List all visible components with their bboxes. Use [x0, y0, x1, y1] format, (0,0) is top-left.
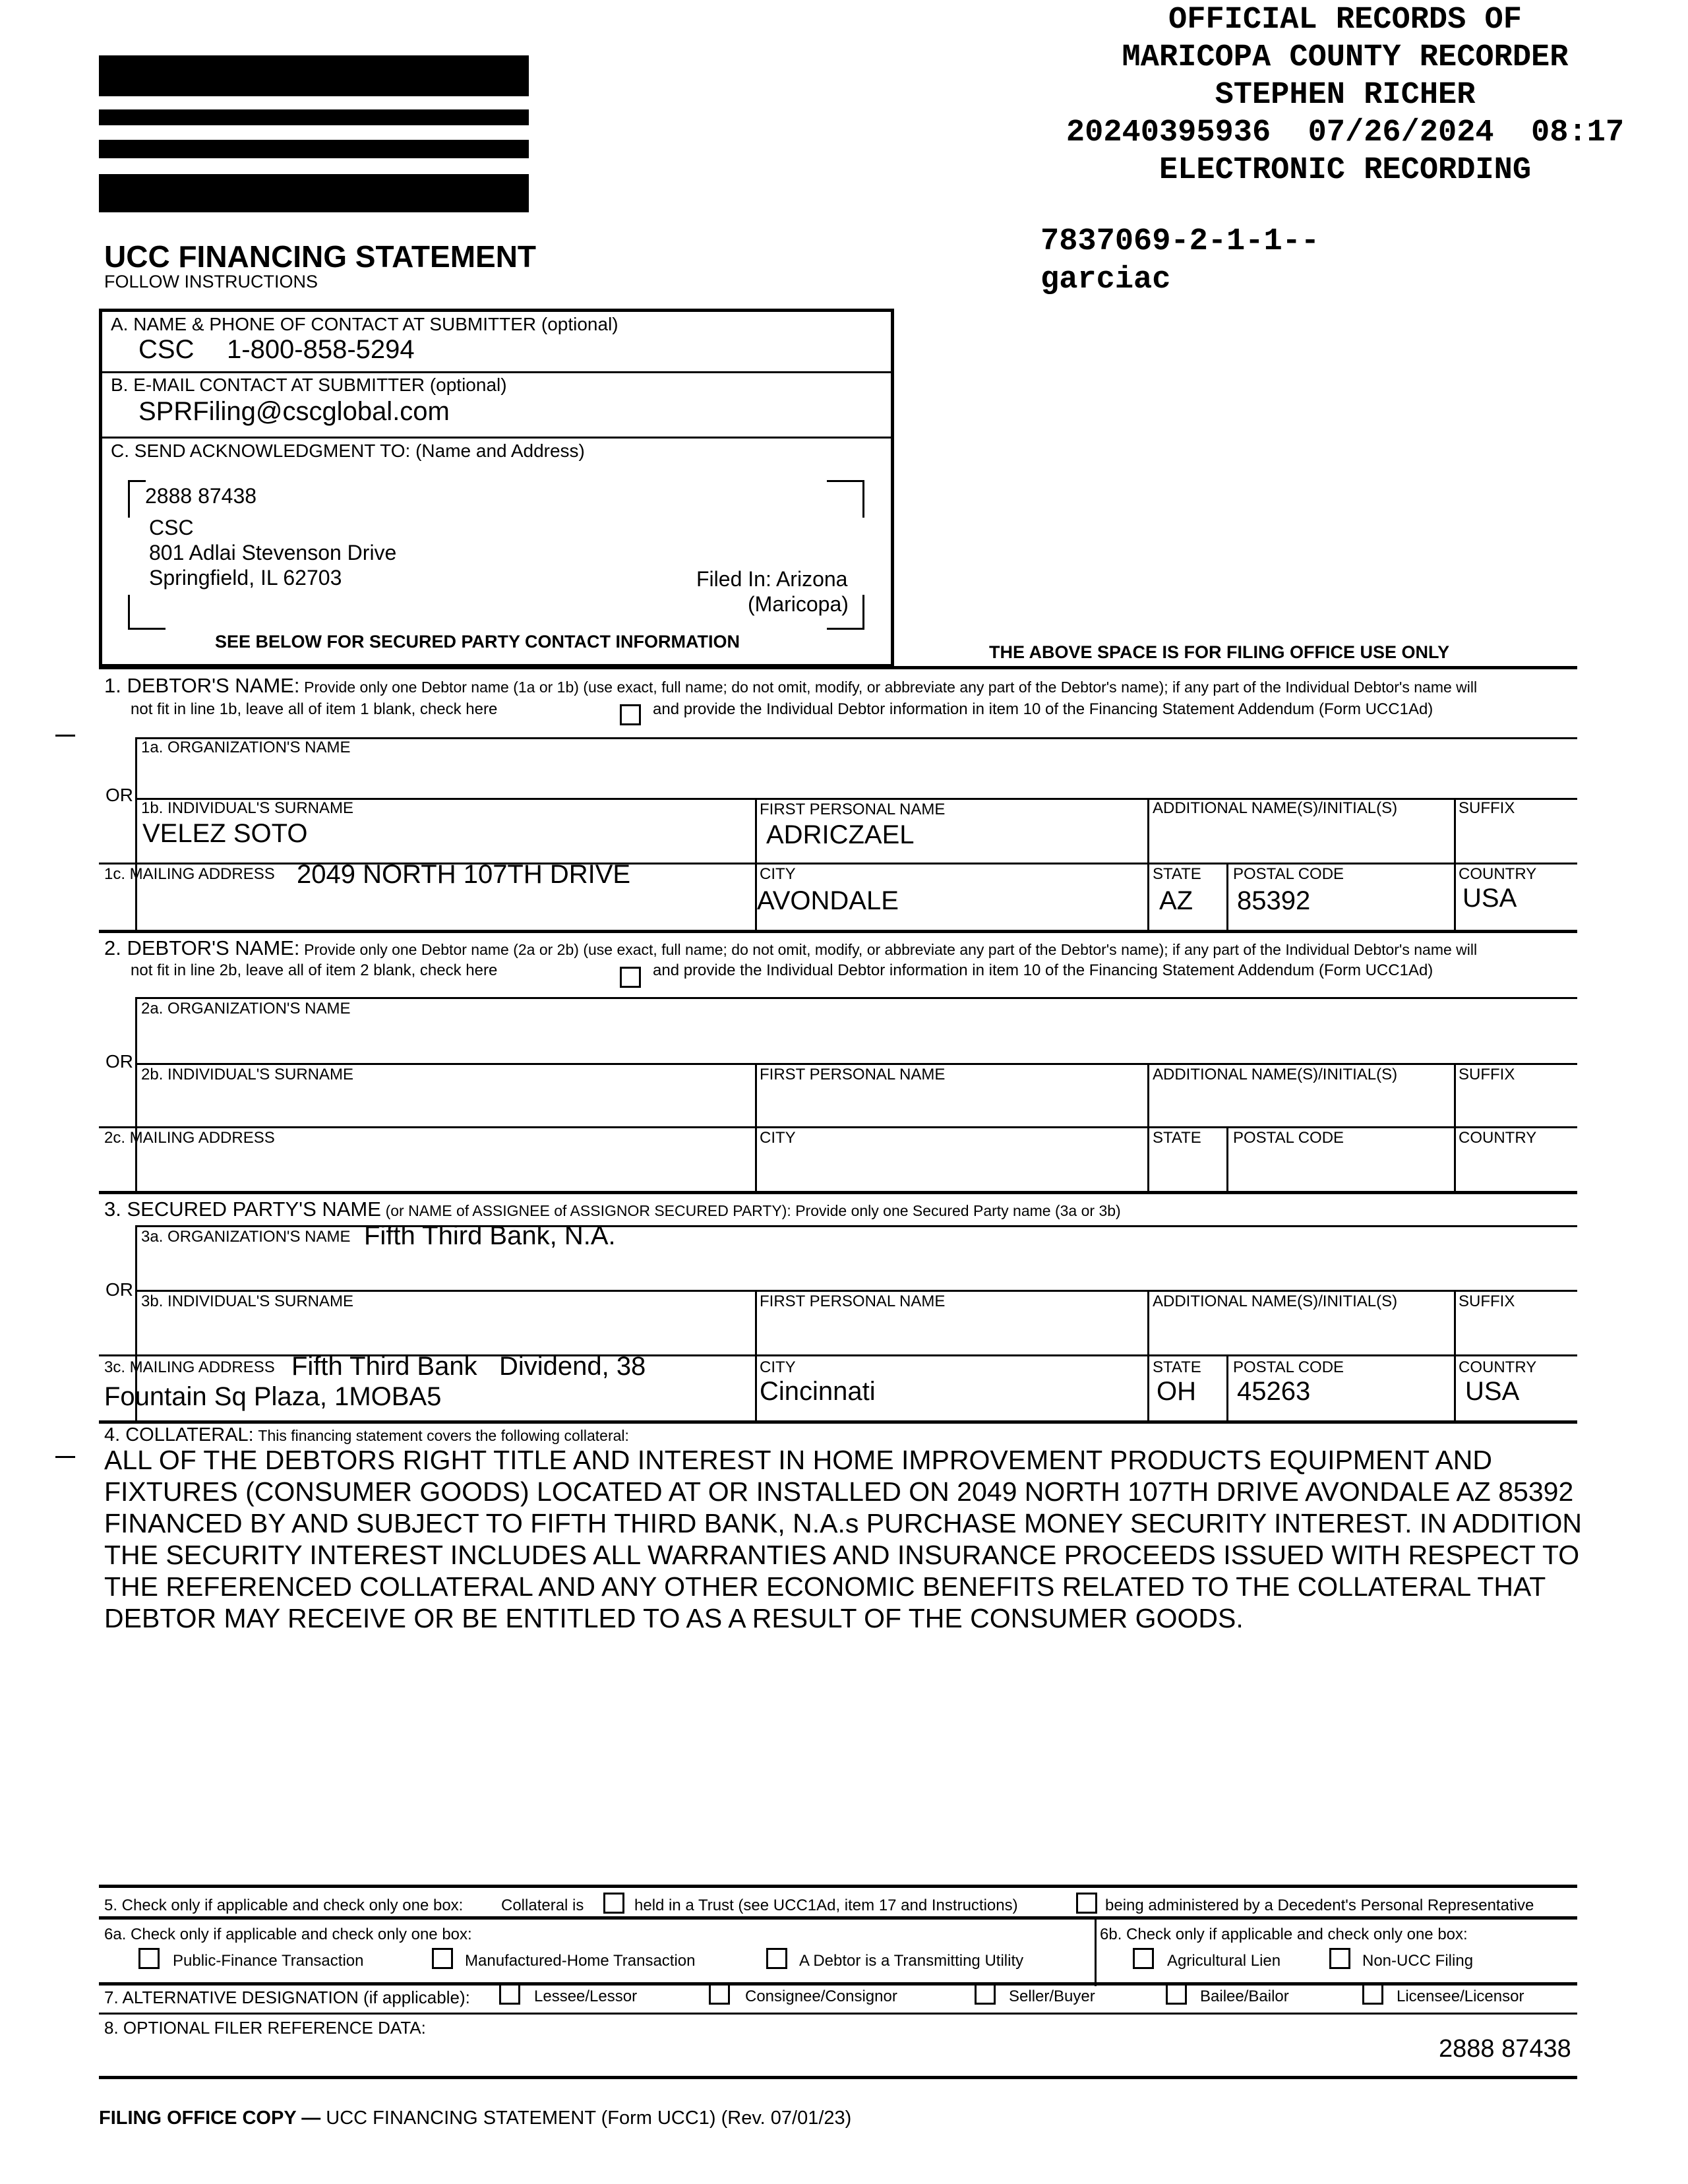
- debtor2-state-label: STATE: [1153, 1129, 1201, 1147]
- debtor1-city: AVONDALE: [757, 886, 899, 915]
- secured-country-label: COUNTRY: [1459, 1358, 1537, 1376]
- debtor2-checkbox[interactable]: [620, 967, 641, 988]
- row-rule: [135, 1225, 1577, 1227]
- secured-heading: [104, 1198, 1121, 1221]
- secured-country: USA: [1465, 1377, 1520, 1406]
- secured-state-label: STATE: [1153, 1358, 1201, 1376]
- item6a-public-finance-label: Public-Finance Transaction: [173, 1952, 364, 1970]
- debtor2-instr2b: and provide the Individual Debtor information in item 10 of the Financing Statement Addendum (Form UCC1Ad): [653, 961, 1433, 979]
- debtor2-postal-label: POSTAL CODE: [1233, 1129, 1344, 1147]
- item6b-non-ucc-label: Non-UCC Filing: [1362, 1952, 1474, 1970]
- row-rule: [1226, 863, 1228, 932]
- submitter-a-label: A. NAME & PHONE OF CONTACT AT SUBMITTER (optional): [111, 314, 618, 334]
- header-bar-1: [99, 55, 529, 96]
- debtor2-city-label: CITY: [760, 1129, 796, 1147]
- submitter-email: SPRFiling@cscglobal.com: [138, 397, 450, 426]
- secured-city: Cincinnati: [760, 1377, 876, 1406]
- debtor1-addr-label: 1c. MAILING ADDRESS: [104, 865, 275, 883]
- collateral-heading: [104, 1424, 629, 1446]
- section-rule: [99, 1916, 1577, 1920]
- item6a-manufactured-home-checkbox[interactable]: [432, 1948, 453, 1969]
- divider: [101, 437, 892, 439]
- debtor2-first-label: FIRST PERSONAL NAME: [760, 1066, 946, 1083]
- debtor1-surname: VELEZ SOTO: [142, 819, 308, 848]
- recorder-line-5: ELECTRONIC RECORDING: [1159, 153, 1532, 188]
- recorder-line-1: OFFICIAL RECORDS OF: [1168, 3, 1522, 38]
- section-rule: [99, 2013, 1577, 2015]
- debtor2-surname-label: 2b. INDIVIDUAL'S SURNAME: [141, 1066, 353, 1083]
- item7-label: 7. ALTERNATIVE DESIGNATION (if applicable):: [104, 1987, 470, 2007]
- item7-seller-label: Seller/Buyer: [1009, 1987, 1095, 2005]
- collateral-text: ALL OF THE DEBTORS RIGHT TITLE AND INTEREST IN HOME IMPROVEMENT PRODUCTS EQUIPMENT AND FIXTURES (CONSUMER GOODS) LOCATED AT OR INSTALLED ON 2049 NORTH 107TH DRIVE AVONDALE AZ 85392 FINANCED BY AND SUBJECT TO FIFTH THIRD BANK, N.A.s PURCHASE MONEY SECURITY INTEREST. IN ADDITION THE SECURITY INTEREST INCLUDES ALL WARRANTIES AND INSURANCE PROCEEDS ISSUED WITH RESPECT TO THE REFERENCED COLLATERAL AND ANY OTHER ECONOMIC BENEFITS RELATED TO THE COLLATERAL THAT DEBTOR MAY RECEIVE OR BE ENTITLED TO AS A RESULT OF THE CONSUMER GOODS.: [104, 1445, 1582, 1633]
- section-rule: [99, 1885, 1577, 1888]
- row-rule: [135, 997, 1577, 999]
- secured-suffix-label: SUFFIX: [1459, 1292, 1515, 1310]
- ack-line-4: Springfield, IL 62703: [149, 566, 342, 590]
- debtor1-checkbox[interactable]: [620, 704, 641, 725]
- debtor1-instr2b: and provide the Individual Debtor information in item 10 of the Financing Statement Addendum (Form UCC1Ad): [653, 700, 1433, 718]
- secured-add-label: ADDITIONAL NAME(S)/INITIAL(S): [1153, 1292, 1398, 1310]
- item7-lessee-checkbox[interactable]: [499, 1984, 520, 2005]
- secured-or: OR: [106, 1279, 133, 1300]
- item5-decedent-label: being administered by a Decedent's Personal Representative: [1105, 1896, 1534, 1914]
- see-below-note: SEE BELOW FOR SECURED PARTY CONTACT INFORMATION: [215, 632, 740, 652]
- item7-seller-checkbox[interactable]: [975, 1984, 996, 2005]
- item6b-label: 6b. Check only if applicable and check only one box:: [1100, 1926, 1468, 1943]
- footer: [99, 2108, 851, 2129]
- section-rule: [99, 2076, 1577, 2079]
- ack-line-3: 801 Adlai Stevenson Drive: [149, 541, 397, 564]
- debtor2-org-label: 2a. ORGANIZATION'S NAME: [141, 1000, 351, 1017]
- item5-decedent-checkbox[interactable]: [1076, 1893, 1097, 1914]
- debtor2-or: OR: [106, 1051, 133, 1072]
- item8-label: 8. OPTIONAL FILER REFERENCE DATA:: [104, 2018, 426, 2038]
- item6a-manufactured-home-label: Manufactured-Home Transaction: [465, 1952, 696, 1970]
- debtor2-country-label: COUNTRY: [1459, 1129, 1537, 1147]
- debtor2-instr1: Provide only one Debtor name (2a or 2b) (use exact, full name; do not omit, modify, or abbreviate any part of the Debtor's name); if any part of the Individual Debtor's name will: [304, 941, 1478, 958]
- submitter-b-label: B. E-MAIL CONTACT AT SUBMITTER (optional): [111, 375, 507, 395]
- form-title: UCC FINANCING STATEMENT: [104, 239, 537, 274]
- row-rule: [135, 737, 1577, 739]
- recorder-line-2: MARICOPA COUNTY RECORDER: [1122, 40, 1569, 75]
- filed-in-2: (Maricopa): [748, 592, 849, 616]
- row-rule: [1454, 798, 1456, 932]
- row-rule: [1095, 1918, 1097, 1986]
- item6b-agricultural-lien-label: Agricultural Lien: [1167, 1952, 1281, 1970]
- item6b-non-ucc-checkbox[interactable]: [1329, 1948, 1350, 1969]
- row-rule: [135, 1290, 1577, 1292]
- debtor1-country-label: COUNTRY: [1459, 865, 1537, 883]
- collateral-heading-note: This financing statement covers the following collateral:: [258, 1427, 629, 1444]
- item6a-label: 6a. Check only if applicable and check only one box:: [104, 1926, 472, 1943]
- office-use-note: THE ABOVE SPACE IS FOR FILING OFFICE USE ONLY: [989, 642, 1450, 662]
- item7-consignee-checkbox[interactable]: [709, 1984, 730, 2005]
- corner-mark: [128, 595, 166, 630]
- collateral-heading-text: 4. COLLATERAL:: [104, 1424, 254, 1445]
- dash-mark: [55, 1456, 75, 1458]
- item7-consignee-label: Consignee/Consignor: [745, 1987, 897, 2005]
- secured-state: OH: [1157, 1377, 1196, 1406]
- debtor1-add-label: ADDITIONAL NAME(S)/INITIAL(S): [1153, 799, 1398, 817]
- debtor1-city-label: CITY: [760, 865, 796, 883]
- debtor1-surname-label: 1b. INDIVIDUAL'S SURNAME: [141, 799, 353, 817]
- submitter-phone: 1-800-858-5294: [227, 335, 415, 364]
- debtor1-instr2a: not fit in line 1b, leave all of item 1 blank, check here: [131, 700, 498, 718]
- secured-org-label: 3a. ORGANIZATION'S NAME: [141, 1228, 351, 1246]
- recorder-line-3: STEPHEN RICHER: [1215, 78, 1476, 113]
- ack-line-1: 2888 87438: [145, 484, 257, 508]
- row-rule: [135, 1063, 1577, 1065]
- row-rule: [99, 1126, 1577, 1128]
- debtor2-heading-text: 2. DEBTOR'S NAME:: [104, 936, 300, 959]
- debtor2-suffix-label: SUFFIX: [1459, 1066, 1515, 1083]
- debtor1-postal-label: POSTAL CODE: [1233, 865, 1344, 883]
- secured-postal-label: POSTAL CODE: [1233, 1358, 1344, 1376]
- item6a-public-finance-checkbox[interactable]: [138, 1948, 160, 1969]
- item6a-transmitting-utility-label: A Debtor is a Transmitting Utility: [799, 1952, 1024, 1970]
- debtor1-heading-text: 1. DEBTOR'S NAME:: [104, 674, 300, 697]
- secured-addr-label: 3c. MAILING ADDRESS: [104, 1358, 275, 1376]
- debtor2-instr2a: not fit in line 2b, leave all of item 2 blank, check here: [131, 961, 498, 979]
- debtor1-heading: [104, 674, 1477, 698]
- item5-label: 5. Check only if applicable and check only one box:: [104, 1896, 464, 1914]
- item6b-agricultural-lien-checkbox[interactable]: [1133, 1948, 1154, 1969]
- debtor1-first: ADRICZAEL: [766, 820, 915, 849]
- secured-city-label: CITY: [760, 1358, 796, 1376]
- row-rule: [135, 737, 137, 932]
- header-bar-2: [99, 109, 529, 125]
- secured-first-label: FIRST PERSONAL NAME: [760, 1292, 946, 1310]
- recorder-ref-2: garciac: [1040, 262, 1171, 297]
- secured-addr-2: Fountain Sq Plaza, 1MOBA5: [104, 1382, 442, 1411]
- item7-lessee-label: Lessee/Lessor: [534, 1987, 638, 2005]
- secured-heading-text: 3. SECURED PARTY'S NAME: [104, 1198, 381, 1221]
- divider: [101, 371, 892, 373]
- corner-mark: [128, 480, 146, 518]
- section-rule: [99, 1420, 1577, 1424]
- debtor2-add-label: ADDITIONAL NAME(S)/INITIAL(S): [1153, 1066, 1398, 1083]
- debtor1-address: 2049 NORTH 107TH DRIVE: [297, 860, 631, 889]
- debtor1-instr1: Provide only one Debtor name (1a or 1b) (use exact, full name; do not omit, modify, or abbreviate any part of the Debtor's name); if any part of the Individual Debtor's name will: [304, 679, 1478, 696]
- section-rule: [99, 1982, 1577, 1986]
- debtor1-org-label: 1a. ORGANIZATION'S NAME: [141, 739, 351, 756]
- recorder-line-4: 20240395936 07/26/2024 08:17: [1066, 115, 1625, 150]
- dash-mark: [55, 735, 75, 737]
- debtor1-or: OR: [106, 785, 133, 805]
- debtor1-first-label: FIRST PERSONAL NAME: [760, 801, 946, 818]
- item6a-transmitting-utility-checkbox[interactable]: [766, 1948, 787, 1969]
- debtor1-country: USA: [1462, 884, 1517, 913]
- section-rule: [99, 1191, 1577, 1194]
- secured-heading-note: (or NAME of ASSIGNEE of ASSIGNOR SECURED PARTY): Provide only one Secured Party name (3a or 3b): [385, 1202, 1121, 1219]
- row-rule: [135, 997, 137, 1192]
- item7-bailee-label: Bailee/Bailor: [1200, 1987, 1289, 2005]
- row-rule: [1226, 1126, 1228, 1192]
- submitter-name: CSC: [138, 335, 195, 364]
- debtor2-addr-label: 2c. MAILING ADDRESS: [104, 1129, 275, 1147]
- section-rule: [99, 666, 1577, 669]
- secured-postal: 45263: [1237, 1377, 1311, 1406]
- row-rule: [1147, 798, 1149, 932]
- form-subtitle: FOLLOW INSTRUCTIONS: [104, 272, 318, 291]
- item7-bailee-checkbox[interactable]: [1166, 1984, 1187, 2005]
- debtor1-postal: 85392: [1237, 886, 1311, 915]
- item7-licensee-checkbox[interactable]: [1362, 1984, 1383, 2005]
- header-bar-4: [99, 174, 529, 212]
- row-rule: [1226, 1354, 1228, 1422]
- recorder-ref-1: 7837069-2-1-1--: [1040, 224, 1320, 259]
- debtor2-heading: [104, 936, 1477, 960]
- filed-in-1: Filed In: Arizona: [696, 567, 848, 591]
- secured-surname-label: 3b. INDIVIDUAL'S SURNAME: [141, 1292, 353, 1310]
- ack-line-2: CSC: [149, 516, 194, 539]
- debtor1-state: AZ: [1159, 886, 1193, 915]
- footer-bold: FILING OFFICE COPY —: [99, 2108, 321, 2129]
- item8-value: 2888 87438: [1439, 2035, 1571, 2063]
- item5-trust-checkbox[interactable]: [603, 1893, 624, 1914]
- debtor1-state-label: STATE: [1153, 865, 1201, 883]
- header-bar-3: [99, 140, 529, 158]
- submitter-c-label: C. SEND ACKNOWLEDGMENT TO: (Name and Address): [111, 440, 585, 461]
- secured-addr-1: Fifth Third Bank Dividend, 38: [291, 1352, 646, 1381]
- item5-trust-label: held in a Trust (see UCC1Ad, item 17 and Instructions): [634, 1896, 1018, 1914]
- section-rule: [99, 930, 1577, 933]
- corner-mark: [827, 480, 864, 518]
- secured-org: Fifth Third Bank, N.A.: [364, 1221, 616, 1250]
- footer-text: UCC FINANCING STATEMENT (Form UCC1) (Rev. 07/01/23): [326, 2108, 852, 2129]
- item7-licensee-label: Licensee/Licensor: [1397, 1987, 1524, 2005]
- debtor1-suffix-label: SUFFIX: [1459, 799, 1515, 817]
- item5-collateral-is: Collateral is: [501, 1896, 584, 1914]
